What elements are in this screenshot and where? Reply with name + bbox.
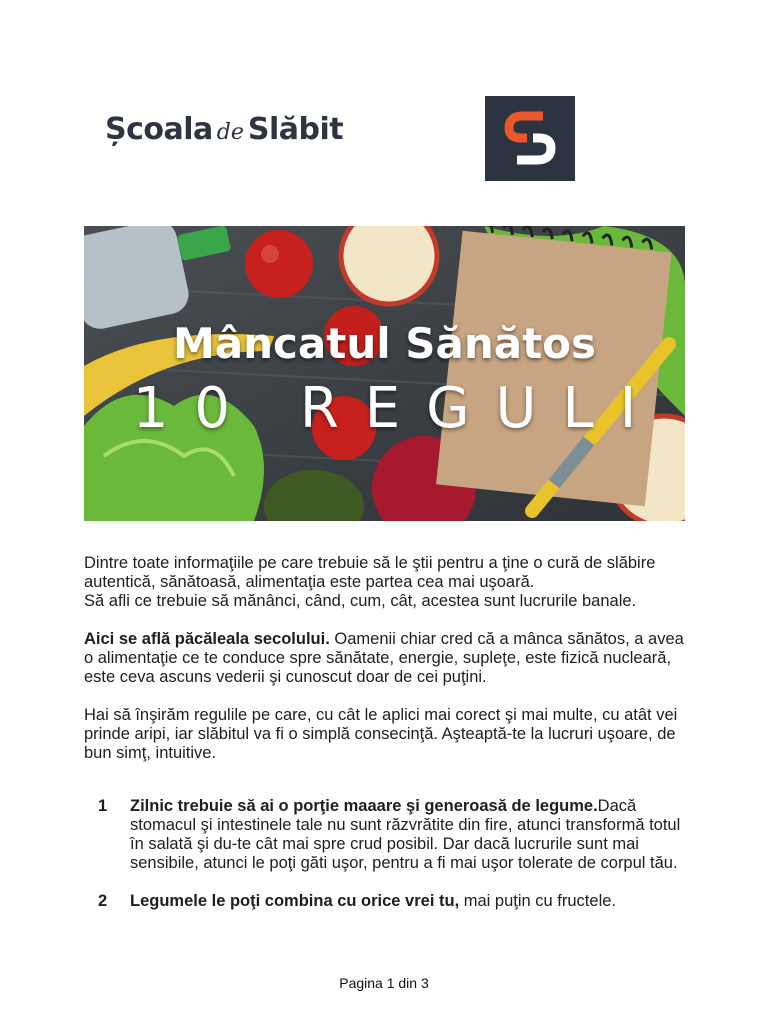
rule-bold-text: Zilnic trebuie să ai o porţie maaare şi generoasă de legume. <box>130 797 598 815</box>
intro-paragraph-1 <box>84 554 694 611</box>
intro-paragraph-3: Hai să înşirăm regulile pe care, cu cât le aplici mai corect şi mai multe, cu atât vei prinde aripi, iar slăbitul va fi o simplă consecinţă. Aşteaptă-te la lucruri uşoare, de bun simţ, intuitive. <box>84 706 678 762</box>
logo-word-slabit: Slăbit <box>247 112 344 147</box>
rule-number: 1 <box>98 797 108 815</box>
brand-logo-mark <box>485 96 575 181</box>
rules-list <box>84 797 694 911</box>
rule-bold-text: Legumele le poţi combina cu orice vrei tu, <box>130 892 460 910</box>
document-body <box>84 554 694 930</box>
page-footer: Pagina 1 din 3 <box>339 975 429 991</box>
list-item <box>84 892 694 911</box>
hero-subtitle: 10 REGULI <box>132 376 663 441</box>
logo-word-scoala: Școala <box>105 112 213 147</box>
hero-food-illustration <box>84 226 685 521</box>
brand-logo-text <box>105 112 343 162</box>
intro-p2-text: Oamenii chiar cred că a mânca sănătos, a avea o alimentaţie ce te conduce spre sănătate, energie, supleţe, este fizică nucleară, este ceva ascuns vederii şi cunoscut doar de cei puţini. <box>84 630 684 686</box>
list-item <box>84 797 694 873</box>
hero-title: Mâncatul Sănătos <box>172 319 597 368</box>
intro-line-2: Să afli ce trebuie să mănânci, când, cum, cât, acestea sunt lucrurile banale. <box>84 592 637 610</box>
rule-number: 2 <box>98 892 108 910</box>
logo-word-de: de <box>216 120 244 145</box>
hero-banner <box>84 226 685 521</box>
intro-p2-bold: Aici se află păcăleala secolului. <box>84 630 330 648</box>
intro-paragraph-2 <box>84 630 694 687</box>
rule-text: mai puţin cu fructele. <box>459 892 616 910</box>
s-logo-icon <box>485 96 575 181</box>
intro-line-1: Dintre toate informaţiile pe care trebuie să le ştii pentru a ţine o cură de slăbire autentică, sănătoasă, alimentaţia este partea cea mai uşoară. <box>84 554 656 591</box>
rule-text: Dacă stomacul şi intestinele tale nu sunt răzvrătite din fire, atunci transformă totul în salată şi du-te cât mai spre crud posibil. Dar dacă lucrurile sunt mai sensibile, atunci le poţi găti uşor, pentru a fi mai uşor tolerate de corpul tău. <box>130 797 681 872</box>
